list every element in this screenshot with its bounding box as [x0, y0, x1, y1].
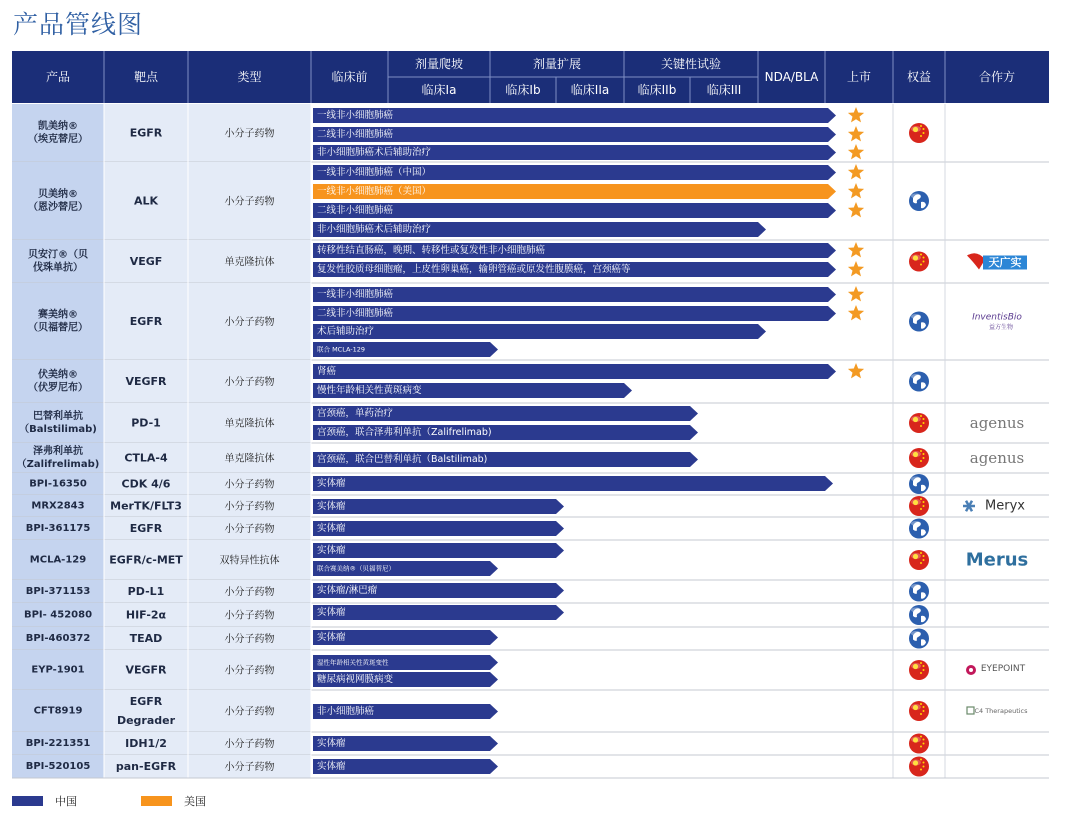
product-name: 贝美纳® [38, 189, 78, 200]
header-type: 类型 [237, 70, 262, 84]
flag-gloss [911, 499, 921, 505]
product-name: （伏罗尼布） [28, 382, 88, 394]
agenus-logo-text: agenus [969, 414, 1025, 432]
china-flag-icon [909, 734, 929, 754]
china-flag-icon [909, 660, 929, 680]
globe-icon [909, 372, 929, 392]
pipeline-row [12, 755, 1049, 778]
china-flag-small-star [923, 739, 925, 741]
pipeline-bar-label: 非小细胞肺癌术后辅助治疗 [317, 224, 432, 235]
product-name: BPI-371153 [25, 586, 91, 597]
pipeline-row [12, 732, 1049, 755]
flag-gloss [911, 451, 921, 457]
pipeline-bar-label: 复发性胶质母细胞瘤，上皮性卵巢癌，输卵管癌或原发性腹膜癌，宫颈癌等 [317, 264, 631, 275]
header-target: 靶点 [133, 70, 159, 84]
china-flag-small-star [920, 672, 922, 674]
market-star-icon [848, 144, 864, 159]
header-rights: 权益 [906, 70, 932, 84]
china-flag-circle [909, 252, 929, 272]
pipeline-bar-label: 二线非小细胞肺癌 [317, 308, 394, 319]
china-flag-icon [909, 252, 929, 272]
china-flag-small-star [923, 457, 925, 459]
globe-icon [909, 519, 929, 539]
globe-gloss [911, 631, 921, 636]
pipeline-bar-label: 宫颈癌，联合巴替利单抗（Balstilimab) [317, 454, 488, 465]
pipeline-row [12, 162, 1049, 240]
target-label: EGFR/c-MET [109, 553, 183, 567]
drug-type-label: 小分子药物 [224, 196, 275, 208]
market-star-icon [848, 107, 864, 122]
target-label: MerTK/FLT3 [110, 499, 182, 513]
china-flag-icon [909, 496, 929, 516]
pipeline-bar-label: 非小细胞肺癌 [317, 706, 375, 717]
product-name: 凯美纳® [38, 121, 78, 132]
pipeline-bar-label: 实体瘤 [317, 738, 346, 749]
pipeline-bar-label: 一线非小细胞肺癌（中国） [317, 167, 432, 178]
product-name: （Balstilimab) [19, 424, 97, 435]
inventisbio-logo-text: InventisBio [972, 312, 1022, 323]
pipeline-bar-label: 非小细胞肺癌术后辅助治疗 [317, 147, 432, 158]
china-flag-small-star [920, 746, 922, 748]
legend-label-us: 美国 [184, 795, 206, 808]
china-flag-circle [909, 496, 929, 516]
header-phase-2b: 临床IIb [637, 83, 677, 97]
legend-label-china: 中国 [55, 795, 77, 808]
globe-icon [909, 474, 929, 494]
header-partner: 合作方 [978, 70, 1016, 84]
product-name: 贝安汀®（贝 [28, 249, 88, 261]
header-phase-2a: 临床IIa [570, 83, 610, 97]
product-name: 赛美纳® [38, 309, 78, 321]
product-cell [12, 360, 104, 403]
china-flag-small-star [923, 418, 925, 420]
target-label: EGFR [129, 126, 163, 140]
pipeline-row [12, 603, 1049, 627]
drug-type-label: 单克隆抗体 [224, 257, 275, 268]
header-dose-expansion: 剂量扩展 [532, 57, 582, 71]
china-flag-small-star [920, 264, 922, 266]
globe-icon [909, 312, 929, 332]
flag-gloss [911, 737, 921, 743]
merus-logo-text: Merus [965, 549, 1029, 571]
tiankang-logo-text: 天广实 [988, 256, 1022, 269]
pipeline-row [12, 495, 1049, 517]
globe-gloss [911, 194, 921, 199]
china-flag-icon [909, 701, 929, 721]
pipeline-bar [313, 543, 564, 558]
pipeline-bar-label: 术后辅助治疗 [317, 326, 375, 337]
china-flag-small-star [920, 254, 922, 256]
product-name: MRX2843 [31, 500, 85, 512]
drug-type-label: 小分子药物 [224, 377, 275, 388]
product-name: 巴替利单抗 [33, 411, 83, 422]
pipeline-row [12, 650, 1049, 690]
tiankang-mark [967, 253, 985, 269]
c4-logo [967, 707, 1028, 715]
tiankang-logo [967, 253, 1027, 269]
header-preclinical: 临床前 [331, 70, 368, 84]
header-phase-1a: 临床Ia [421, 83, 457, 97]
china-flag-circle [909, 701, 929, 721]
header-pivotal: 关键性试验 [660, 57, 722, 71]
drug-type-label: 小分子药物 [224, 479, 275, 491]
product-name: BPI-460372 [25, 633, 91, 644]
china-flag-icon [909, 413, 929, 433]
product-name: BPI-520105 [25, 761, 91, 772]
target-label: Degrader [116, 714, 176, 727]
header-phase-1b: 临床Ib [505, 83, 541, 97]
drug-type-label: 单克隆抗体 [224, 418, 275, 430]
globe-icon [909, 191, 929, 211]
china-flag-small-star [923, 505, 925, 507]
china-flag-small-star [923, 766, 925, 768]
china-flag-small-star [920, 736, 922, 738]
china-flag-small-star [923, 743, 925, 745]
china-flag-small-star [920, 498, 922, 500]
china-flag-circle [909, 550, 929, 570]
drug-type-label: 小分子药物 [224, 610, 275, 622]
header-dose-escalation: 剂量爬坡 [414, 57, 464, 71]
flag-gloss [911, 255, 921, 261]
flag-gloss [911, 553, 921, 559]
china-flag-small-star [923, 257, 925, 259]
pipeline-bar-label: 联合赛美纳®（贝福替尼） [317, 564, 395, 573]
globe-gloss [911, 584, 921, 589]
pipeline-bar-label: 肾癌 [317, 366, 337, 377]
china-flag-small-star [920, 508, 922, 510]
pipeline-bar-label: 宫颈癌，单药治疗 [317, 408, 394, 419]
flag-gloss [911, 663, 921, 669]
china-flag-circle [909, 413, 929, 433]
pipeline-bar-label: 湿性年龄相关性黄斑变性 [317, 658, 389, 667]
china-flag-small-star [923, 559, 925, 561]
pipeline-bar [313, 476, 833, 491]
c4-mark [967, 707, 974, 714]
china-flag-circle [909, 734, 929, 754]
drug-type-label: 小分子药物 [224, 128, 275, 140]
target-label: EGFR [129, 522, 163, 535]
product-name: BPI-221351 [25, 738, 91, 749]
china-flag-small-star [920, 552, 922, 554]
pipeline-bar-label: 实体瘤 [317, 501, 346, 512]
product-name: 泽弗利单抗 [33, 446, 83, 457]
pipeline-row [12, 104, 1049, 162]
product-name: （埃克替尼） [28, 134, 88, 145]
market-star-icon [848, 242, 864, 257]
target-label: CTLA-4 [124, 451, 168, 465]
drug-type-label: 小分子药物 [224, 739, 275, 750]
product-name: （Zalifrelimab) [16, 459, 100, 470]
china-flag-small-star [920, 703, 922, 705]
china-flag-circle [909, 123, 929, 143]
agenus-logo [970, 414, 1024, 432]
product-name: 伏美纳® [38, 369, 78, 381]
drug-type-label: 小分子药物 [224, 587, 275, 598]
china-flag-small-star [923, 132, 925, 134]
pipeline-bar-label: 糖尿病视网膜病变 [317, 674, 394, 685]
drug-type-label: 小分子药物 [224, 501, 275, 513]
china-flag-small-star [923, 665, 925, 667]
pipeline-row [12, 517, 1049, 540]
product-name: 伐珠单抗） [33, 262, 83, 274]
merus-logo [966, 550, 1029, 571]
market-star-icon [848, 183, 864, 198]
china-flag-small-star [920, 769, 922, 771]
china-flag-icon [909, 550, 929, 570]
globe-icon [909, 582, 929, 602]
target-label: VEGF [129, 255, 163, 268]
globe-gloss [911, 521, 921, 526]
china-flag-small-star [923, 706, 925, 708]
target-label: HIF-2α [125, 608, 167, 622]
drug-type-label: 双特异性抗体 [219, 555, 280, 567]
pipeline-bar-label: 实体瘤/淋巴瘤 [317, 585, 378, 596]
target-label: EGFR [129, 315, 163, 328]
meryx-logo [963, 499, 1025, 514]
china-flag-small-star [923, 555, 925, 557]
china-flag-icon [909, 757, 929, 777]
product-name: （恩沙替尼） [28, 202, 88, 213]
market-star-icon [848, 305, 864, 320]
flag-gloss [911, 416, 921, 422]
china-flag-small-star [923, 261, 925, 263]
china-flag-small-star [920, 125, 922, 127]
legend-swatch-us [141, 796, 172, 806]
pipeline-bar [313, 521, 564, 536]
pipeline-row [12, 473, 1049, 495]
pipeline-bar [313, 499, 564, 514]
china-flag-small-star [920, 135, 922, 137]
market-star-icon [848, 164, 864, 179]
globe-gloss [911, 608, 921, 613]
product-name: （贝福替尼） [28, 322, 88, 334]
target-label: IDH1/2 [125, 737, 167, 750]
pipeline-row [12, 690, 1049, 732]
eyepoint-mark-center [969, 668, 973, 672]
pipeline-bar-label: 二线非小细胞肺癌 [317, 205, 394, 216]
drug-type-label: 小分子药物 [224, 706, 275, 718]
china-flag-small-star [923, 669, 925, 671]
pipeline-row [12, 580, 1049, 603]
china-flag-small-star [923, 501, 925, 503]
pipeline-row [12, 403, 1049, 443]
target-label: PD-L1 [127, 585, 165, 598]
china-flag-small-star [923, 453, 925, 455]
product-name: BPI-361175 [25, 523, 91, 534]
pipeline-bar [313, 324, 766, 339]
china-flag-small-star [920, 662, 922, 664]
pipeline-row [12, 283, 1049, 360]
product-cell [12, 162, 104, 240]
china-flag-small-star [923, 422, 925, 424]
market-star-icon [848, 286, 864, 301]
product-name: CFT8919 [33, 705, 83, 717]
flag-gloss [911, 760, 921, 766]
pipeline-bar-label: 实体瘤 [317, 478, 346, 489]
pipeline-bar-label: 实体瘤 [317, 545, 346, 556]
pipeline-bar-label: 联合 MCLA-129 [317, 345, 366, 354]
eyepoint-logo [966, 664, 1026, 675]
meryx-logo-text: Meryx [985, 498, 1025, 514]
header-phase-3: 临床III [706, 83, 742, 97]
globe-gloss [911, 314, 921, 319]
china-flag-small-star [920, 460, 922, 462]
globe-gloss [911, 477, 921, 482]
pipeline-bar [313, 364, 836, 379]
china-flag-small-star [920, 562, 922, 564]
pipeline-row [12, 540, 1049, 580]
pipeline-bar-label: 慢性年龄相关性黄斑病变 [317, 385, 422, 396]
china-flag-small-star [920, 759, 922, 761]
pipeline-bar-label: 二线非小细胞肺癌 [317, 129, 394, 140]
eyepoint-logo-text: EYEPOINT [980, 664, 1026, 674]
pipeline-bar-label: 实体瘤 [317, 761, 346, 772]
pipeline-row [12, 443, 1049, 473]
pipeline-bar-label: 实体瘤 [317, 607, 346, 618]
pipeline-bar-label: 一线非小细胞肺癌（美国） [317, 186, 432, 197]
china-flag-circle [909, 757, 929, 777]
product-cell [12, 403, 104, 443]
legend-item-china [12, 793, 77, 809]
agenus-logo [970, 449, 1024, 467]
drug-type-label: 小分子药物 [224, 634, 275, 645]
header-market: 上市 [846, 70, 872, 84]
flag-gloss [911, 704, 921, 710]
target-label: VEGFR [125, 663, 167, 677]
drug-type-label: 小分子药物 [224, 665, 275, 677]
inventisbio-logo-subtext: 益方生物 [988, 324, 1014, 331]
china-flag-small-star [920, 713, 922, 715]
pipeline-bar-label: 实体瘤 [317, 632, 346, 643]
globe-icon [909, 629, 929, 649]
product-cell [12, 240, 104, 283]
china-flag-small-star [920, 450, 922, 452]
product-name: MCLA-129 [29, 554, 87, 566]
pipeline-bar-label: 转移性结直肠癌，晚期、转移性或复发性非小细胞肺癌 [317, 245, 546, 256]
product-name: BPI-16350 [29, 478, 87, 490]
legend-swatch-china [12, 796, 43, 806]
product-cell [12, 283, 104, 360]
product-cell [12, 104, 104, 162]
drug-type-label: 小分子药物 [224, 524, 275, 535]
product-name: EYP-1901 [31, 664, 85, 676]
target-label: CDK 4/6 [121, 477, 171, 491]
market-star-icon [848, 261, 864, 276]
pipeline-row [12, 627, 1049, 650]
pipeline-bar-label: 宫颈癌，联合泽弗利单抗（Zalifrelimab) [317, 427, 492, 438]
product-name: BPI- 452080 [23, 609, 93, 621]
page-title: 产品管线图 [13, 10, 144, 39]
target-label: VEGFR [125, 375, 167, 388]
target-label: PD-1 [131, 416, 161, 430]
header-product: 产品 [45, 70, 71, 84]
c4-logo-text: C4 Therapeutics [974, 707, 1028, 715]
market-star-icon [848, 126, 864, 141]
drug-type-label: 单克隆抗体 [224, 453, 275, 465]
target-label: EGFR [129, 695, 163, 708]
target-label: pan-EGFR [115, 760, 177, 773]
china-flag-small-star [923, 128, 925, 130]
target-label: ALK [133, 194, 159, 208]
china-flag-circle [909, 660, 929, 680]
pipeline-bar-label: 实体瘤 [317, 523, 346, 534]
pipeline-bar-label: 一线非小细胞肺癌 [317, 289, 394, 300]
inventisbio-logo [972, 313, 1022, 332]
china-flag-small-star [923, 710, 925, 712]
pipeline-row [12, 240, 1049, 283]
china-flag-icon [909, 448, 929, 468]
china-flag-small-star [920, 415, 922, 417]
pipeline-bar-label: 一线非小细胞肺癌 [317, 110, 394, 121]
china-flag-small-star [923, 762, 925, 764]
legend-item-us [141, 793, 206, 809]
china-flag-icon [909, 123, 929, 143]
drug-type-label: 小分子药物 [224, 317, 275, 328]
legend [12, 793, 270, 809]
pipeline-row [12, 360, 1049, 403]
market-star-icon [848, 202, 864, 217]
drug-type-label: 小分子药物 [224, 762, 275, 773]
market-star-icon [848, 363, 864, 378]
header-nda: NDA/BLA [764, 70, 819, 84]
china-flag-small-star [920, 425, 922, 427]
agenus-logo-text: agenus [969, 449, 1025, 467]
globe-gloss [911, 374, 921, 379]
target-label: TEAD [129, 632, 163, 645]
pipeline-bar [313, 605, 564, 620]
flag-gloss [911, 126, 921, 132]
china-flag-circle [909, 448, 929, 468]
globe-icon [909, 605, 929, 625]
